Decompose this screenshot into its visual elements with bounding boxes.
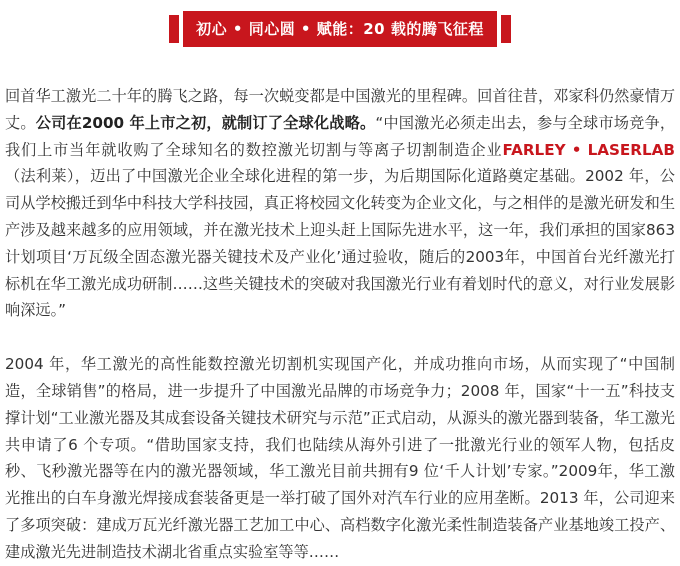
p1-highlight: 公司在2000 年上市之初，就制订了全球化战略。 xyxy=(35,113,376,132)
paragraph-1 xyxy=(5,83,675,324)
p1-rest: （法利莱），迈出了中国激光企业全球化进程的第一步，为后期国际化道路奠定基础。2002 年，公司从学校搬迁到华中科技大学科技园，真正将校园文化转变为企业文化，与之相伴的是激光研发和生产涉及越来越多的应用领域，并在激光技术上迎头赶上国际先进水平，这一年，我们承担的国家863计划项目‘万瓦级全固态激光器关键技术及产业化’通过验收，随后的2003年，中国首台光纤激光打标机在华工激光成功研制……这些关键技术的突破对我国激光行业有着划时代的意义，对行业发展影响深远。” xyxy=(5,167,675,320)
banner-left-tab xyxy=(169,15,179,43)
banner-right-tab xyxy=(501,15,511,43)
banner-title: 初心 • 同心圆 • 赋能：20 载的腾飞征程 xyxy=(183,11,497,47)
p1-intro: 回首华工激光二十年的腾飞之路，每一次蜕变都是中国激光的里程碑。回首往昔，邓家科仍然豪情万丈。 xyxy=(5,87,675,132)
brand-farley-laserlab: FARLEY • LASERLAB xyxy=(502,140,676,159)
section-banner xyxy=(0,11,680,47)
article-body xyxy=(5,83,675,566)
paragraph-2: 2004 年，华工激光的高性能数控激光切割机实现国产化，并成功推向市场，从而实现了“中国制造，全球销售”的格局，进一步提升了中国激光品牌的市场竞争力；2008 年，国家“十一五”科技支撑计划“工业激光器及其成套设备关键技术研究与示范”正式启动，从源头的激光器到装备，华工激光共申请了6 个专项。“借助国家支持，我们也陆续从海外引进了一批激光行业的领军人物，包括皮秒、飞秒激光器等在内的激光器领域，华工激光目前共拥有9 位‘千人计划’专家。”2009年，华工激光推出的白车身激光焊接成套装备更是一举打破了国外对汽车行业的应用垄断。2013 年，公司迎来了多项突破：建成万瓦光纤激光器工艺加工中心、高档数字化激光柔性制造装备产业基地竣工投产、建成激光先进制造技术湖北省重点实验室等等…… xyxy=(5,355,675,561)
p1-quote-start: “中国激光必须走出去，参与全球市场竞争，我们上市当年就收购了全球知名的数控激光切割与等离子切割制造企业 xyxy=(5,113,676,159)
